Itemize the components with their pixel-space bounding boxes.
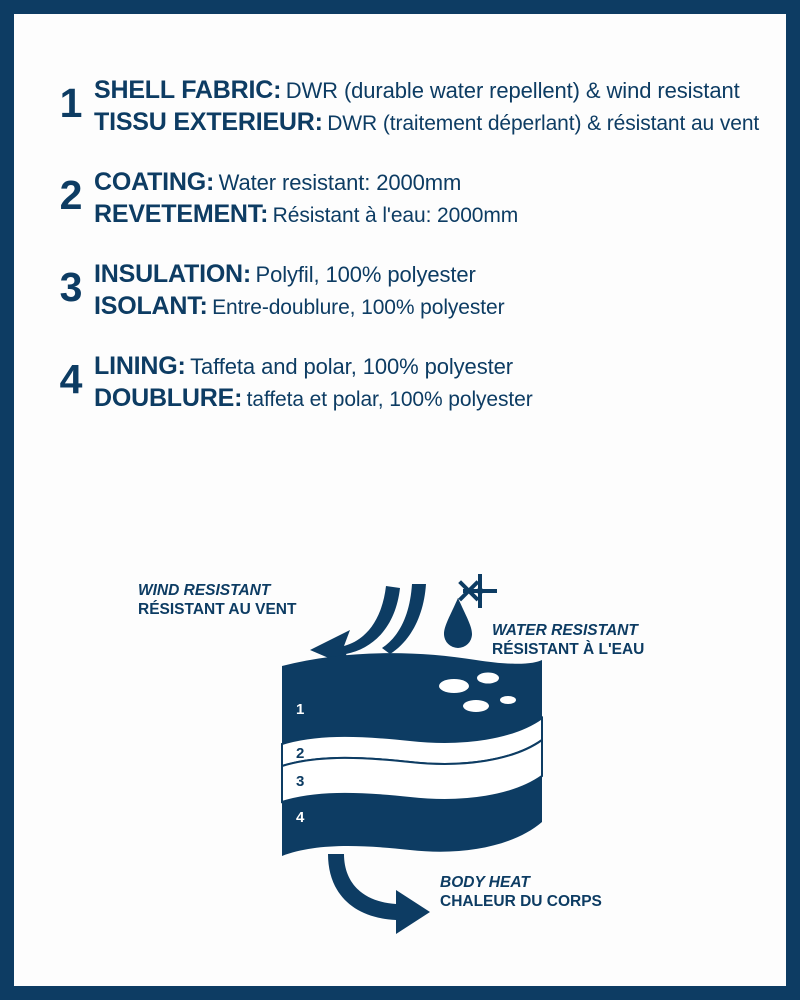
specification-list xyxy=(48,74,766,442)
callout-heat-fr: CHALEUR DU CORPS xyxy=(440,892,602,910)
layer-1-shape xyxy=(282,653,542,744)
spec-value-en: Water resistant: 2000mm xyxy=(218,170,462,195)
spec-value-fr: taffeta et polar, 100% polyester xyxy=(246,388,533,411)
spec-number: 1 xyxy=(59,80,83,126)
spec-label-en: INSULATION: xyxy=(94,260,252,288)
layer-number-2: 2 xyxy=(296,745,305,762)
callout-body-heat xyxy=(440,874,602,911)
callout-wind-resistant xyxy=(138,582,296,619)
layers-illustration xyxy=(14,554,786,954)
spec-line-fr xyxy=(94,198,766,230)
spec-value-en: DWR (durable water repellent) & wind resistant xyxy=(285,78,740,103)
spec-label-fr: TISSU EXTERIEUR: xyxy=(94,108,323,136)
spec-number: 4 xyxy=(59,356,83,402)
spec-row xyxy=(48,258,766,322)
spec-line-en xyxy=(94,74,766,106)
spec-value-fr: Entre-doublure, 100% polyester xyxy=(212,296,505,319)
spec-value-en: Polyfil, 100% polyester xyxy=(255,262,476,287)
fabric-layers-diagram xyxy=(14,554,786,954)
spec-number: 3 xyxy=(59,264,83,310)
spec-line-fr xyxy=(94,106,766,138)
poster-content xyxy=(14,14,786,986)
layer-number-3: 3 xyxy=(296,773,305,790)
body-heat-arrow-icon xyxy=(328,854,430,934)
spec-line-en xyxy=(94,166,766,198)
snowflake-icon xyxy=(458,574,497,608)
spec-text xyxy=(94,350,766,414)
spec-value-en: Taffeta and polar, 100% polyester xyxy=(190,354,513,379)
callout-wind-fr: RÉSISTANT AU VENT xyxy=(138,600,297,618)
callout-water-resistant xyxy=(492,622,644,659)
spec-label-en: COATING: xyxy=(94,168,215,196)
spec-row xyxy=(48,74,766,138)
spec-number: 2 xyxy=(59,172,83,218)
droplet-icon xyxy=(444,598,472,648)
spec-text xyxy=(94,74,766,138)
spec-label-fr: DOUBLURE: xyxy=(94,384,243,412)
spec-value-fr: DWR (traitement déperlant) & résistant au vent xyxy=(327,112,760,135)
spec-text xyxy=(94,166,766,230)
spec-label-fr: REVETEMENT: xyxy=(94,200,269,228)
callout-wind-en: WIND RESISTANT xyxy=(138,582,271,599)
spec-line-fr xyxy=(94,290,766,322)
spec-line-fr xyxy=(94,382,766,414)
callout-water-en: WATER RESISTANT xyxy=(492,622,638,639)
spec-text xyxy=(94,258,766,322)
spec-value-fr: Résistant à l'eau: 2000mm xyxy=(272,204,519,227)
spec-label-en: SHELL FABRIC: xyxy=(94,76,282,104)
callout-water-fr: RÉSISTANT À L'EAU xyxy=(492,640,645,658)
spec-row xyxy=(48,350,766,414)
spec-row xyxy=(48,166,766,230)
callout-heat-en: BODY HEAT xyxy=(440,874,530,891)
spec-line-en xyxy=(94,350,766,382)
spec-line-en xyxy=(94,258,766,290)
layer-number-4: 4 xyxy=(296,809,305,826)
spec-label-fr: ISOLANT: xyxy=(94,292,208,320)
layer-number-1: 1 xyxy=(296,701,305,718)
spec-label-en: LINING: xyxy=(94,352,186,380)
